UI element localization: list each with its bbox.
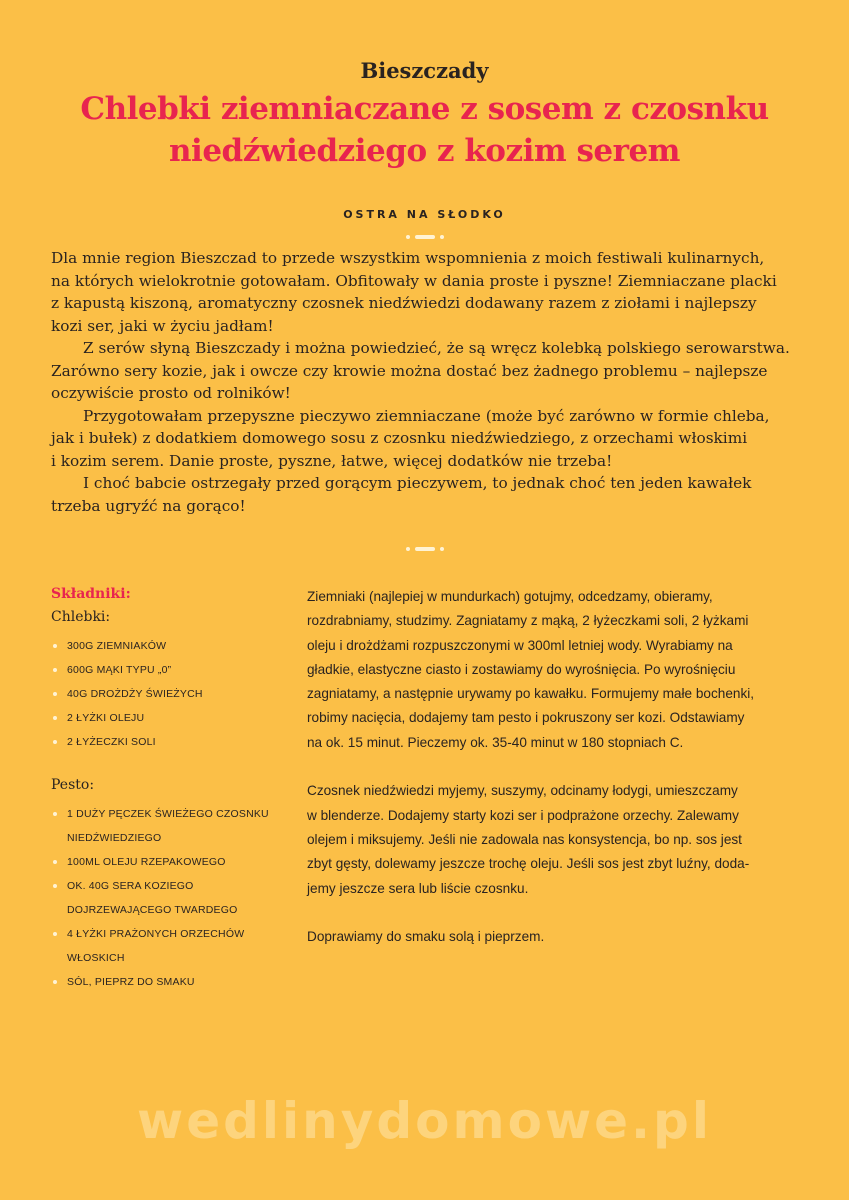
intro-line: z kapustą kiszoną, aromatyczny czosnek niedźwiedzi dodawany razem z ziołami i najlepszy [51, 294, 757, 312]
intro-line: Dla mnie region Bieszczad to przede wszystkim wspomnienia z moich festiwali kulinarnych, [51, 249, 765, 267]
step-line: Czosnek niedźwiedzi myjemy, suszymy, odcinamy łodygi, umieszczamy [307, 783, 738, 799]
step-line: zbyt gęsty, dolewamy jeszcze trochę oleju. Jeśli sos jest zbyt luźny, doda- [307, 856, 750, 872]
step-line: w blenderze. Dodajemy starty kozi ser i podprażone orzechy. Zalewamy [307, 807, 739, 823]
divider-dot [440, 235, 444, 239]
ingredient-item: SÓL, PIEPRZ DO SMAKU [51, 970, 291, 994]
step-line: jemy jeszcze sera lub liście czosnku. [307, 880, 529, 896]
recipe-title [40, 88, 809, 172]
step-paragraph [307, 779, 812, 900]
step-line: robimy nacięcia, dodajemy tam pesto i pokruszony ser kozi. Odstawiamy [307, 710, 745, 726]
recipe-title-line: niedźwiedziego z kozim serem [169, 133, 680, 169]
region-heading: Bieszczady [360, 58, 489, 83]
recipe-title-line: Chlebki ziemniaczane z sosem z czosnku [80, 91, 769, 127]
chlebki-subheading: Chlebki: [51, 609, 111, 625]
step-line: olejem i miksujemy. Jeśli nie zadowala nas konsystencja, bo np. sos jest [307, 831, 742, 847]
intro-line: Zarówno sery kozie, jak i owcze czy krowie można dostać bez żadnego problemu – najlepsze [51, 361, 768, 380]
divider-dash [415, 235, 435, 239]
watermark: wedlinydomowe.pl [137, 1092, 712, 1150]
pesto-subheading: Pesto: [51, 777, 95, 793]
ingredient-item: 2 ŁYŻECZKI SOLI [51, 730, 291, 754]
section-label: OSTRA NA SŁODKO [343, 208, 506, 221]
divider-dot [440, 547, 444, 551]
ingredients-heading: Składniki: [51, 586, 131, 602]
divider-ornament-top [0, 234, 849, 240]
step-line: Ziemniaki (najlepiej w mundurkach) gotujmy, odcedzamy, obieramy, [307, 589, 713, 604]
intro-line: oczywiście prosto od rolników! [51, 384, 291, 402]
ingredient-item: 100ML OLEJU RZEPAKOWEGO [51, 850, 291, 874]
step-paragraph [307, 925, 812, 949]
intro-line: Z serów słyną Bieszczady i można powiedzieć, że są wręcz kolebką polskiego serowarstwa. [83, 339, 790, 357]
step-paragraph [307, 585, 812, 755]
chlebki-ingredient-list [51, 634, 291, 754]
intro-line: kozi ser, jaki w życiu jadłam! [51, 316, 274, 335]
intro-line: I choć babcie ostrzegały przed gorącym pieczywem, to jednak choć ten jeden kawałek [83, 474, 752, 492]
intro-line: na których wielokrotnie gotowałam. Obfitowały w dania proste i pyszne! Ziemniaczane placki [51, 271, 777, 290]
ingredient-item-continuation: DOJRZEWAJĄCEGO TWARDEGO [67, 904, 238, 916]
intro-line: i kozim serem. Danie proste, pyszne, łatwe, więcej dodatków nie trzeba! [51, 451, 613, 470]
step-line: gładkie, elastyczne ciasto i zostawiamy do wyrośnięcia. Po wyrośnięciu [307, 661, 736, 677]
intro-text [51, 247, 811, 517]
divider-dot [406, 547, 410, 551]
ingredient-item: 600G MĄKI TYPU „0” [51, 658, 291, 682]
ingredient-item: 300G ZIEMNIAKÓW [51, 634, 291, 658]
step-line: oleju i drożdżami rozpuszczonymi w 300ml letniej wody. Wyrabiamy na [307, 637, 733, 653]
ingredient-item-continuation: WŁOSKICH [67, 952, 125, 964]
intro-line: Przygotowałam przepyszne pieczywo ziemniaczane (może być zarówno w formie chleba, [83, 406, 770, 425]
ingredient-item: 40G DROŻDŻY ŚWIEŻYCH [51, 682, 291, 706]
divider-dot [406, 235, 410, 239]
step-line: rozdrabniamy, studzimy. Zagniatamy z mąką, 2 łyżeczkami soli, 2 łyżkami [307, 613, 749, 629]
step-line: Doprawiamy do smaku solą i pieprzem. [307, 929, 545, 945]
divider-dash [415, 547, 435, 551]
step-line: na ok. 15 minut. Pieczemy ok. 35-40 minut w 180 stopniach C. [307, 734, 684, 750]
ingredient-item-continuation: NIEDŹWIEDZIEGO [67, 832, 162, 844]
pesto-ingredient-list [51, 802, 291, 994]
intro-line: jak i bułek) z dodatkiem domowego sosu z czosnku niedźwiedziego, z orzechami włoskimi [51, 429, 748, 447]
ingredient-item: 1 DUŻY PĘCZEK ŚWIEŻEGO CZOSNKU [51, 802, 291, 826]
ingredient-item: 4 ŁYŻKI PRAŻONYCH ORZECHÓW [51, 922, 291, 946]
divider-ornament-bottom [0, 546, 849, 552]
preparation-steps [307, 585, 812, 974]
intro-line: trzeba ugryźć na gorąco! [51, 496, 246, 515]
ingredient-item: 2 ŁYŻKI OLEJU [51, 706, 291, 730]
step-line: zagniatamy, a następnie urywamy po kawałku. Formujemy małe bochenki, [307, 686, 755, 702]
ingredient-item: OK. 40G SERA KOZIEGO [51, 874, 291, 898]
